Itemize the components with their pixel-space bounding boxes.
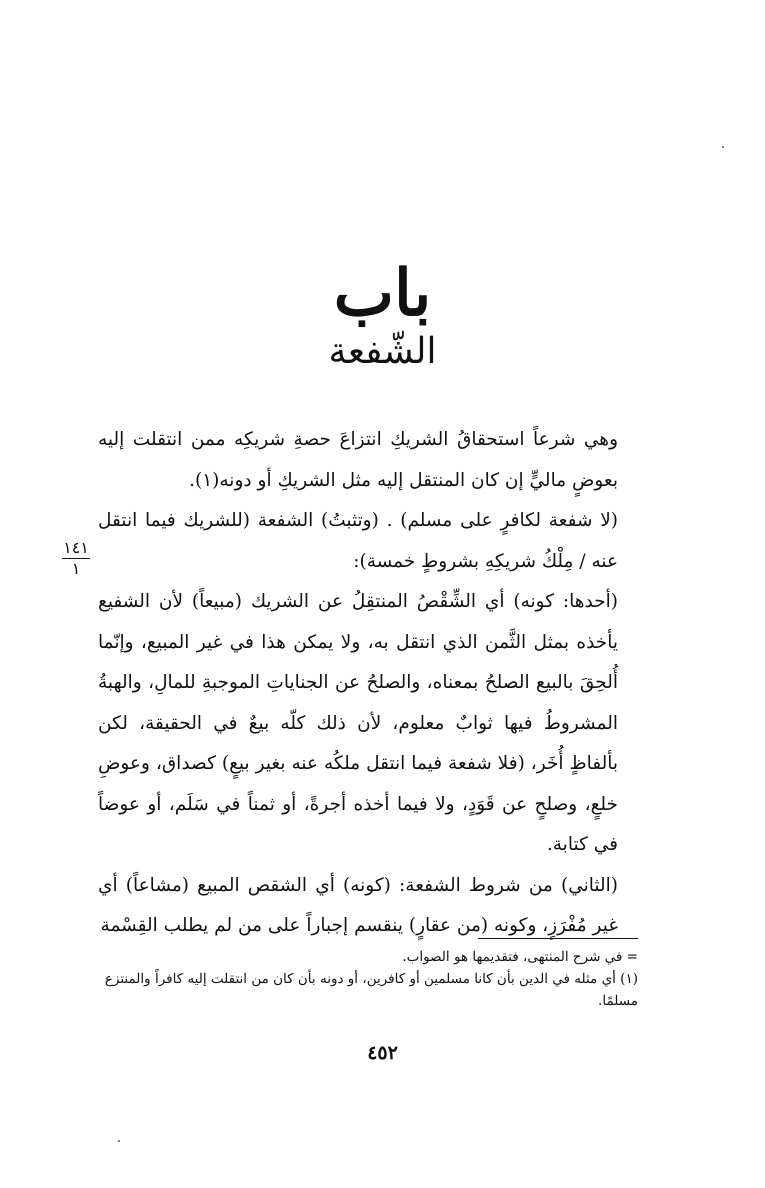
- chapter-title: باب: [333, 256, 432, 331]
- footnotes: [98, 946, 638, 1012]
- footnote-divider: [478, 938, 638, 939]
- paragraph-conditions-intro: (لا شفعة لكافرٍ على مسلم) . (وتثبتُ) الشفعة (للشريك فيما انتقل عنه / مِلْكُ شريكِهِ بشروطٍ خمسة):: [98, 510, 618, 572]
- page-number: ٤٥٢: [367, 1042, 398, 1064]
- margin-ref-bottom: ١: [71, 559, 81, 578]
- main-text: [98, 420, 638, 947]
- paragraph-second-condition: (الثاني) من شروط الشفعة: (كونه) أي الشقص المبيع (مشاعاً) أي غير مُفْرَزٍ، وكونه (من عقارٍ) ينقسم إجباراً على من لم يطلب القِسْمة: [98, 874, 618, 936]
- scan-speck: [722, 146, 724, 148]
- paragraph-first-condition: (أحدها: كونه) أي الشِّقْصُ المنتقِلُ عن الشريك (مبيعاً) لأن الشفيع يأخذه بمثل الثَّمن الذي انتقل به، ولا يمكن هذا في غير المبيع، وإنّما أُلحِقَ بالبيع الصلحُ بمعناه، والصلحُ عن الجناياتِ الموجبةِ للمالِ، والهبةُ المشروطُ فيها ثوابٌ معلوم، لأن ذلك كلّه بيعٌ في الحقيقة، لكن بألفاظٍ أُخَر، (فلا شفعة فيما انتقل ملكُه عنه بغير بيعٍ) كصداق، وعوضِ خلعٍ، وصلحٍ عن قَوَدٍ، ولا فيما أخذه أجرةً، أو ثمناً في سَلَم، أو عوضاً في كتابة.: [98, 591, 618, 855]
- footnote-1: (١) أي مثله في الدين بأن كانا مسلمين أو كافرين، أو دونه بأن كان من انتقلت إليه كافراً والمنتزع مسلمًا.: [104, 971, 638, 1009]
- margin-ref-top: ١٤١: [63, 538, 89, 557]
- margin-reference: [62, 540, 90, 577]
- chapter-subtitle: الشّفعة: [328, 331, 437, 372]
- footnote-continued: = في شرح المنتهى، فتقديمها هو الصواب.: [402, 949, 638, 965]
- paragraph-definition: وهي شرعاً استحقاقُ الشريكِ انتزاعَ حصةِ شريكِه ممن انتقلت إليه بعوضٍ ماليٍّ إن كان المنتقل إليه مثل الشريكِ أو دونه(١).: [98, 429, 618, 491]
- scan-speck: [118, 1140, 120, 1142]
